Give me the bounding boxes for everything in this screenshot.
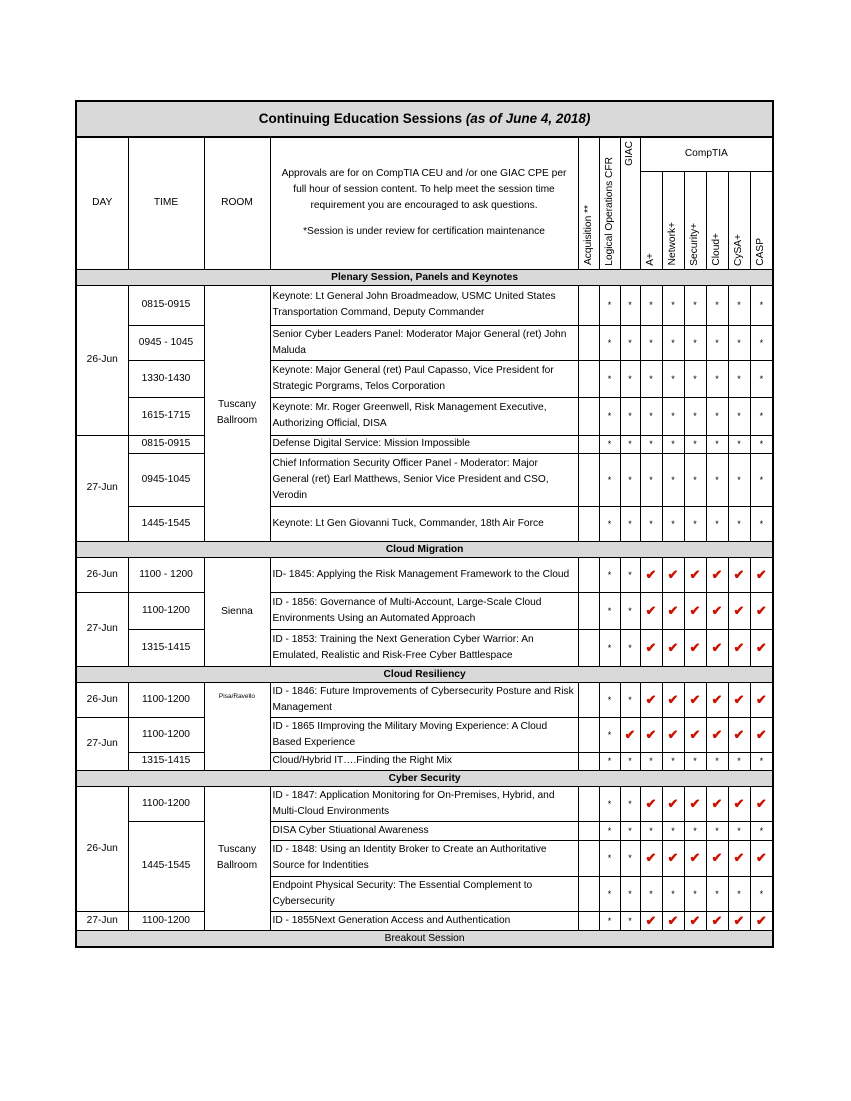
empty-cell [578,752,599,770]
empty-cell [578,821,599,840]
session-desc: Defense Digital Service: Mission Impossible [270,435,578,453]
empty-cell [578,453,599,506]
asterisk-mark: * [620,325,640,360]
table-row [76,506,773,541]
header-giac: GIAC [620,137,640,269]
checkmark-icon: ✔ [728,786,750,821]
asterisk-mark: * [599,325,620,360]
checkmark-icon: ✔ [706,840,728,876]
asterisk-mark: * [599,821,620,840]
asterisk-mark: * [620,592,640,629]
session-desc: ID - 1855Next Generation Access and Authentication [270,911,578,930]
asterisk-mark: * [728,876,750,911]
asterisk-mark: * [728,506,750,541]
asterisk-mark: * [620,285,640,325]
session-desc: Senior Cyber Leaders Panel: Moderator Major General (ret) John Maluda [270,325,578,360]
asterisk-mark: * [662,453,684,506]
asterisk-mark: * [706,821,728,840]
checkmark-icon: ✔ [750,629,773,666]
asterisk-mark: * [750,397,773,435]
checkmark-icon: ✔ [640,786,662,821]
table-row [76,453,773,506]
checkmark-icon: ✔ [750,840,773,876]
checkmark-icon: ✔ [640,911,662,930]
checkmark-icon: ✔ [706,911,728,930]
session-desc: Keynote: Mr. Roger Greenwell, Risk Management Executive, Authorizing Official, DISA [270,397,578,435]
checkmark-icon: ✔ [750,592,773,629]
day-cell: 27-Jun [76,911,128,930]
day-cell: 26-Jun [76,285,128,435]
time-cell: 1315-1415 [128,629,204,666]
table-row [76,557,773,592]
checkmark-icon: ✔ [662,717,684,752]
asterisk-mark: * [662,397,684,435]
asterisk-mark: * [620,557,640,592]
checkmark-icon: ✔ [706,682,728,717]
header-time: TIME [128,137,204,269]
checkmark-icon: ✔ [662,557,684,592]
session-desc: ID - 1865 IImproving the Military Moving Experience: A Cloud Based Experience [270,717,578,752]
time-cell: 1100-1200 [128,682,204,717]
asterisk-mark: * [599,506,620,541]
empty-cell [578,786,599,821]
asterisk-mark: * [750,506,773,541]
asterisk-mark: * [728,453,750,506]
empty-cell [578,911,599,930]
asterisk-mark: * [662,821,684,840]
checkmark-icon: ✔ [728,592,750,629]
table-row [76,592,773,629]
table-row [76,360,773,397]
asterisk-mark: * [684,752,706,770]
asterisk-mark: * [640,360,662,397]
empty-cell [578,557,599,592]
empty-cell [578,592,599,629]
table-row [76,821,773,840]
checkmark-icon: ✔ [640,592,662,629]
time-cell: 1445-1545 [128,821,204,911]
asterisk-mark: * [620,821,640,840]
header-cloud: Cloud+ [706,171,728,269]
asterisk-mark: * [684,435,706,453]
asterisk-mark: * [620,506,640,541]
header-comptia: CompTIA [640,137,773,171]
asterisk-mark: * [640,821,662,840]
table-row [76,717,773,752]
session-desc: Cloud/Hybrid IT….Finding the Right Mix [270,752,578,770]
asterisk-mark: * [750,325,773,360]
day-cell: 27-Jun [76,435,128,541]
asterisk-mark: * [599,786,620,821]
asterisk-mark: * [750,752,773,770]
asterisk-mark: * [620,911,640,930]
asterisk-mark: * [706,285,728,325]
asterisk-mark: * [684,453,706,506]
asterisk-mark: * [662,506,684,541]
table-row [76,682,773,717]
table-row [76,629,773,666]
time-cell: 1100-1200 [128,717,204,752]
table-row [76,786,773,821]
checkmark-icon: ✔ [706,557,728,592]
checkmark-icon: ✔ [728,682,750,717]
asterisk-mark: * [728,360,750,397]
asterisk-mark: * [620,876,640,911]
asterisk-mark: * [684,506,706,541]
header-room: ROOM [204,137,270,269]
asterisk-mark: * [662,876,684,911]
session-desc: ID - 1853: Training the Next Generation Cyber Warrior: An Emulated, Realistic and Risk-Free Cyber Battlespace [270,629,578,666]
checkmark-icon: ✔ [640,717,662,752]
asterisk-mark: * [684,285,706,325]
asterisk-mark: * [599,285,620,325]
section-plenary: Plenary Session, Panels and Keynotes [76,269,773,285]
room-cell: Tuscany Ballroom [204,786,270,930]
asterisk-mark: * [750,360,773,397]
checkmark-icon: ✔ [684,911,706,930]
section-cyber-security: Cyber Security [76,770,773,786]
asterisk-mark: * [599,592,620,629]
asterisk-mark: * [684,876,706,911]
session-desc: ID - 1847: Application Monitoring for On-Premises, Hybrid, and Multi-Cloud Environments [270,786,578,821]
table-title: Continuing Education Sessions (as of June 4, 2018) [76,101,773,137]
time-cell: 0945 - 1045 [128,325,204,360]
session-desc: Keynote: Lt General John Broadmeadow, USMC United States Transportation Command, Deputy Commander [270,285,578,325]
asterisk-mark: * [640,435,662,453]
time-cell: 1615-1715 [128,397,204,435]
time-cell: 0945-1045 [128,453,204,506]
asterisk-mark: * [620,786,640,821]
asterisk-mark: * [640,752,662,770]
asterisk-mark: * [640,506,662,541]
checkmark-icon: ✔ [750,557,773,592]
empty-cell [578,717,599,752]
time-cell: 1100-1200 [128,786,204,821]
checkmark-icon: ✔ [662,786,684,821]
asterisk-mark: * [662,435,684,453]
empty-cell [578,876,599,911]
asterisk-mark: * [620,629,640,666]
table-row [76,397,773,435]
asterisk-mark: * [728,435,750,453]
asterisk-mark: * [728,397,750,435]
session-desc: ID - 1856: Governance of Multi-Account, Large-Scale Cloud Environments Using an Automated Approach [270,592,578,629]
checkmark-icon: ✔ [750,682,773,717]
asterisk-mark: * [662,752,684,770]
session-desc: Endpoint Physical Security: The Essential Complement to Cybersecurity [270,876,578,911]
asterisk-mark: * [662,360,684,397]
asterisk-mark: * [706,876,728,911]
table-row [76,435,773,453]
header-day: DAY [76,137,128,269]
asterisk-mark: * [620,435,640,453]
session-desc: Chief Information Security Officer Panel - Moderator: Major General (ret) Earl Matthews, Senior Vice President and CSO, Verodin [270,453,578,506]
checkmark-icon: ✔ [750,911,773,930]
asterisk-mark: * [599,397,620,435]
checkmark-icon: ✔ [728,557,750,592]
asterisk-mark: * [662,325,684,360]
time-cell: 1445-1545 [128,506,204,541]
asterisk-mark: * [706,506,728,541]
room-cell: Sienna [204,557,270,666]
header-network: Network+ [662,171,684,269]
asterisk-mark: * [620,360,640,397]
checkmark-icon: ✔ [728,717,750,752]
table-row [76,285,773,325]
session-desc: ID- 1845: Applying the Risk Management Framework to the Cloud [270,557,578,592]
time-cell: 1315-1415 [128,752,204,770]
time-cell: 1100 - 1200 [128,557,204,592]
time-cell: 0815-0915 [128,285,204,325]
asterisk-mark: * [599,557,620,592]
checkmark-icon: ✔ [640,682,662,717]
asterisk-mark: * [706,752,728,770]
checkmark-icon: ✔ [684,557,706,592]
session-desc: DISA Cyber Stiuational Awareness [270,821,578,840]
asterisk-mark: * [599,840,620,876]
asterisk-mark: * [620,752,640,770]
header-casp: CASP [750,171,773,269]
asterisk-mark: * [706,397,728,435]
checkmark-icon: ✔ [728,911,750,930]
checkmark-icon: ✔ [620,717,640,752]
empty-cell [578,360,599,397]
table-row [76,325,773,360]
checkmark-icon: ✔ [684,840,706,876]
checkmark-icon: ✔ [728,629,750,666]
asterisk-mark: * [640,876,662,911]
section-cloud-migration: Cloud Migration [76,541,773,557]
sessions-table-wrapper [75,100,772,948]
checkmark-icon: ✔ [750,786,773,821]
asterisk-mark: * [599,435,620,453]
day-cell: 26-Jun [76,682,128,717]
table-row [76,752,773,770]
checkmark-icon: ✔ [706,786,728,821]
asterisk-mark: * [640,397,662,435]
session-desc: ID - 1848: Using an Identity Broker to Create an Authoritative Source for Indentities [270,840,578,876]
asterisk-mark: * [750,876,773,911]
asterisk-mark: * [599,629,620,666]
room-cell: Tuscany Ballroom [204,285,270,541]
section-cloud-resiliency: Cloud Resiliency [76,666,773,682]
day-cell: 26-Jun [76,786,128,911]
session-desc: ID - 1846: Future Improvements of Cybersecurity Posture and Risk Management [270,682,578,717]
session-desc: Keynote: Lt Gen Giovanni Tuck, Commander, 18th Air Force [270,506,578,541]
asterisk-mark: * [728,821,750,840]
checkmark-icon: ✔ [706,592,728,629]
asterisk-mark: * [599,682,620,717]
checkmark-icon: ✔ [728,840,750,876]
asterisk-mark: * [620,682,640,717]
asterisk-mark: * [599,911,620,930]
checkmark-icon: ✔ [662,629,684,666]
checkmark-icon: ✔ [662,682,684,717]
asterisk-mark: * [640,325,662,360]
session-desc: Keynote: Major General (ret) Paul Capasso, Vice President for Strategic Porgrams, Telos Corporation [270,360,578,397]
asterisk-mark: * [620,453,640,506]
asterisk-mark: * [599,876,620,911]
asterisk-mark: * [750,435,773,453]
asterisk-mark: * [750,285,773,325]
empty-cell [578,285,599,325]
asterisk-mark: * [706,325,728,360]
asterisk-mark: * [599,717,620,752]
checkmark-icon: ✔ [662,840,684,876]
room-cell: Pisa/Ravello [204,682,270,770]
asterisk-mark: * [728,325,750,360]
header-acquisition: Acquisition ** [578,137,599,269]
checkmark-icon: ✔ [640,840,662,876]
checkmark-icon: ✔ [684,629,706,666]
time-cell: 1100-1200 [128,592,204,629]
header-approvals: Approvals are for on CompTIA CEU and /or one GIAC CPE per full hour of session content. To help meet the session time requirement you are encouraged to ask questions. *Session is under review for certification maintenance [270,137,578,269]
checkmark-icon: ✔ [684,682,706,717]
checkmark-icon: ✔ [684,592,706,629]
asterisk-mark: * [706,453,728,506]
checkmark-icon: ✔ [640,629,662,666]
empty-cell [578,435,599,453]
asterisk-mark: * [640,453,662,506]
empty-cell [578,629,599,666]
section-breakout: Breakout Session [76,930,773,947]
asterisk-mark: * [728,752,750,770]
checkmark-icon: ✔ [750,717,773,752]
checkmark-icon: ✔ [684,786,706,821]
day-cell: 26-Jun [76,557,128,592]
table-row [76,911,773,930]
asterisk-mark: * [620,397,640,435]
header-logical-operations: Logical Operations CFR [599,137,620,269]
day-cell: 27-Jun [76,717,128,770]
checkmark-icon: ✔ [706,629,728,666]
header-aplus: A+ [640,171,662,269]
asterisk-mark: * [684,360,706,397]
empty-cell [578,325,599,360]
checkmark-icon: ✔ [662,911,684,930]
day-cell: 27-Jun [76,592,128,666]
asterisk-mark: * [599,360,620,397]
checkmark-icon: ✔ [662,592,684,629]
asterisk-mark: * [599,453,620,506]
asterisk-mark: * [662,285,684,325]
empty-cell [578,397,599,435]
asterisk-mark: * [620,840,640,876]
checkmark-icon: ✔ [640,557,662,592]
time-cell: 0815-0915 [128,435,204,453]
checkmark-icon: ✔ [684,717,706,752]
asterisk-mark: * [640,285,662,325]
asterisk-mark: * [684,325,706,360]
asterisk-mark: * [706,360,728,397]
asterisk-mark: * [750,453,773,506]
checkmark-icon: ✔ [706,717,728,752]
asterisk-mark: * [728,285,750,325]
time-cell: 1330-1430 [128,360,204,397]
header-security: Security+ [684,171,706,269]
asterisk-mark: * [684,397,706,435]
empty-cell [578,506,599,541]
sessions-table [75,100,774,948]
asterisk-mark: * [750,821,773,840]
asterisk-mark: * [684,821,706,840]
time-cell: 1100-1200 [128,911,204,930]
asterisk-mark: * [706,435,728,453]
header-cysa: CySA+ [728,171,750,269]
empty-cell [578,840,599,876]
asterisk-mark: * [599,752,620,770]
empty-cell [578,682,599,717]
